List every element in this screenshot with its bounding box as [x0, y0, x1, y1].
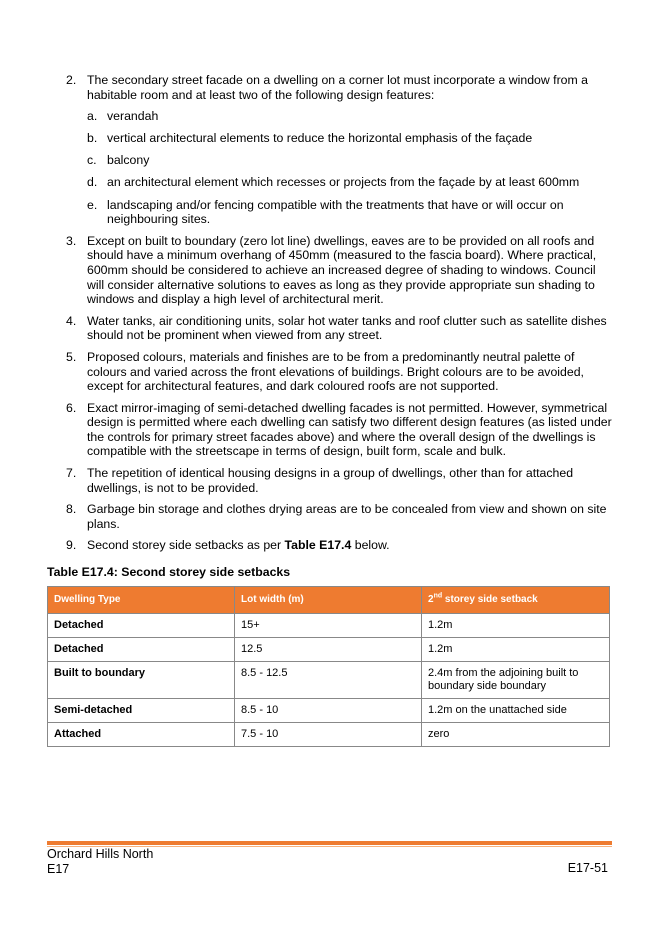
table-header-row [48, 586, 610, 614]
header-setback: 2nd storey side setback [422, 586, 610, 614]
page-number: E17-51 [567, 861, 608, 875]
controls-list [47, 73, 612, 553]
list-item: 5. Proposed colours, materials and finishes are to be from a predominantly neutral palette of colours and varied across the front elevations of buildings. Bright colours are to be avoided, except for architectural features, and dark coloured roofs are not supported. [66, 349, 584, 394]
sub-list-item: a. verandah [87, 109, 159, 124]
list-item: 2. The secondary street facade on a dwelling on a corner lot must incorporate a window from a habitable room and at least two of the following design features: a. verandah b. vertical architectural elements to reduce the horizontal emphasis of the façade c. balcony d. an architectural element which recesses or projects from the façade by at least 600mm e. landscaping and/or fencing compatible with the treatments that have or will occur on neighbouring sites. [47, 73, 612, 227]
document-body [47, 73, 612, 747]
table-title: Table E17.4: Second storey side setbacks [47, 565, 291, 580]
footer-section: E17 [47, 861, 70, 876]
list-item-text: The repetition of identical housing designs in a group of dwellings, other than for attached dwellings, is not to be provided. [87, 466, 574, 495]
list-item-text: Proposed colours, materials and finishes are to be from a predominantly neutral palette of colours and varied across the front elevations of buildings. Bright colours are to be avoided, except for architectural features, and dark coloured roofs are not supported. [87, 349, 584, 394]
table-row: Semi-detached 8.5 - 10 1.2m on the unattached side [48, 699, 610, 723]
sub-list-item: b. vertical architectural elements to reduce the horizontal emphasis of the façade [87, 131, 533, 146]
list-item: 4. Water tanks, air conditioning units, solar hot water tanks and roof clutter such as satellite dishes should not be prominent when viewed from any street. [66, 313, 607, 343]
list-item: 8. Garbage bin storage and clothes drying areas are to be concealed from view and shown on site plans. [66, 502, 607, 531]
list-item: 6. Exact mirror-imaging of semi-detached dwelling facades is not permitted. However, symmetrical design is permitted where each dwelling can satisfy two different design features (as listed under the controls for primary street facades above) and where the overall design of the dwellings is compatible with the streetscape in terms of design, built form, scale and bulk. [66, 400, 612, 459]
design-features-list [87, 109, 612, 227]
table-row: Attached 7.5 - 10 zero [48, 723, 610, 747]
footer-document-name: Orchard Hills North [47, 847, 154, 861]
sub-list-item: c. balcony [87, 153, 150, 168]
table-row: Detached 15+ 1.2m [48, 614, 610, 638]
table-reference: Table E17.4 [284, 538, 352, 553]
header-lot-width: Lot width (m) [235, 586, 422, 614]
list-item-text: Exact mirror-imaging of semi-detached dwelling facades is not permitted. However, symmetrical design is permitted where each dwelling can satisfy two different design features (as listed under the controls for primary street facades above) and where the overall design of the dwellings is compatible with the streetscape in terms of design, built form, scale and bulk. [87, 400, 612, 459]
list-item-text: Water tanks, air conditioning units, solar hot water tanks and roof clutter such as satellite dishes should not be prominent when viewed from any street. [87, 313, 607, 343]
footer-title [47, 847, 153, 876]
list-item: 3. Except on built to boundary (zero lot line) dwellings, eaves are to be provided on all roofs and should have a minimum overhang of 450mm (measured to the fascia board). Where practical, 600mm should be considered to achieve an increased degree of shading to windows. Council will consider alternative solutions to eaves as long as they provide appropriate sun shading to windows and display a high level of architectural merit. [66, 233, 597, 307]
list-item-text: Except on built to boundary (zero lot line) dwellings, eaves are to be provided on all roofs and should have a minimum overhang of 450mm (measured to the fascia board). Where practical, 600mm should be considered to achieve an increased degree of shading to windows. Council will consider alternative solutions to eaves as long as they provide appropriate sun shading to windows and display a high level of architectural merit. [87, 233, 597, 307]
table-row: Built to boundary 8.5 - 12.5 2.4m from the adjoining built to boundary side boundary [48, 662, 610, 699]
footer-divider [47, 841, 612, 845]
table-row: Detached 12.5 1.2m [48, 638, 610, 662]
list-item-text: The secondary street facade on a dwelling on a corner lot must incorporate a window from a habitable room and at least two of the following design features: [87, 73, 589, 102]
header-dwelling-type: Dwelling Type [48, 586, 235, 614]
list-item: 9. Second storey side setbacks as per Table E17.4 below. [66, 538, 390, 553]
sub-list-item: d. an architectural element which recesses or projects from the façade by at least 600mm [87, 175, 580, 190]
setbacks-table [47, 586, 610, 748]
sub-list-item: e. landscaping and/or fencing compatible with the treatments that have or will occur on neighbouring sites. [87, 197, 564, 227]
list-item-text: Garbage bin storage and clothes drying areas are to be concealed from view and shown on site plans. [87, 502, 607, 531]
list-item: 7. The repetition of identical housing designs in a group of dwellings, other than for attached dwellings, is not to be provided. [66, 466, 574, 495]
